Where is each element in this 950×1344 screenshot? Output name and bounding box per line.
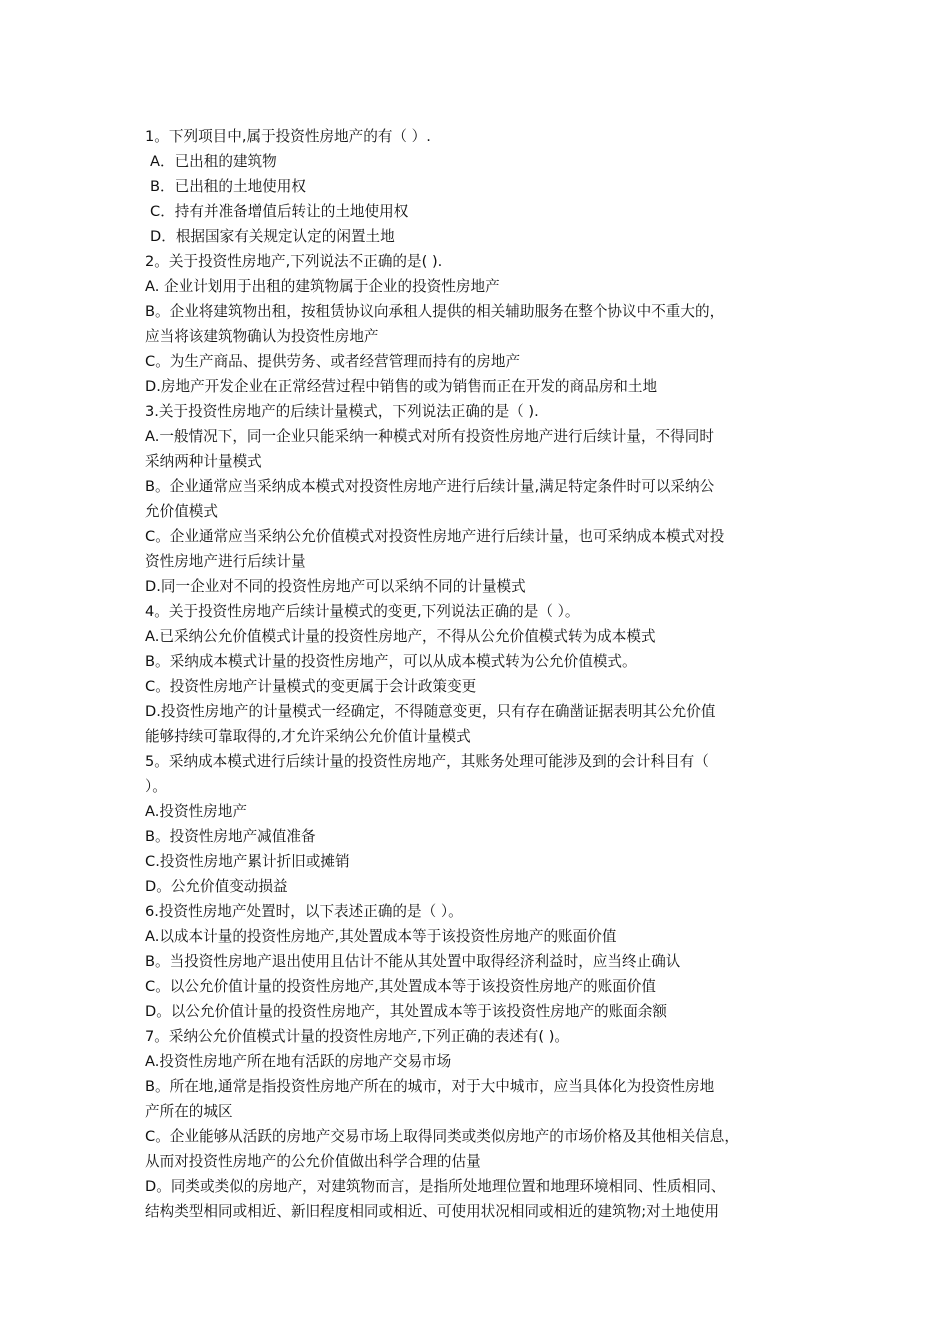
text-line: 5。采纳成本模式进行后续计量的投资性房地产，其账务处理可能涉及到的会计科目有（ <box>145 753 709 770</box>
text-line: B。企业通常应当采纳成本模式对投资性房地产进行后续计量,满足特定条件时可以采纳公 <box>145 478 715 495</box>
text-line: B。投资性房地产减值准备 <box>145 828 316 845</box>
text-line: D.同一企业对不同的投资性房地产可以采纳不同的计量模式 <box>145 578 526 595</box>
text-line: 资性房地产进行后续计量 <box>145 553 306 570</box>
text-line: C。企业通常应当采纳公允价值模式对投资性房地产进行后续计量，也可采纳成本模式对投 <box>145 528 725 545</box>
text-line: C.投资性房地产累计折旧或摊销 <box>145 853 350 870</box>
text-line: 7。采纳公允价值模式计量的投资性房地产,下列正确的表述有( )。 <box>145 1028 569 1045</box>
text-line: D.投资性房地产的计量模式一经确定，不得随意变更，只有存在确凿证据表明其公允价值 <box>145 703 716 720</box>
text-line: 4。关于投资性房地产后续计量模式的变更,下列说法正确的是（ ）。 <box>145 603 580 620</box>
text-line: A.一般情况下，同一企业只能采纳一种模式对所有投资性房地产进行后续计量，不得同时 <box>145 428 714 445</box>
text-line: C。以公允价值计量的投资性房地产,其处置成本等于该投资性房地产的账面价值 <box>145 978 657 995</box>
text-line: C。企业能够从活跃的房地产交易市场上取得同类或类似房地产的市场价格及其他相关信息， <box>145 1128 739 1145</box>
text-line: C．持有并准备增值后转让的土地使用权 <box>150 203 409 220</box>
text-line: D。同类或类似的房地产，对建筑物而言，是指所处地理位置和地理环境相同、性质相同、 <box>145 1178 726 1195</box>
text-line: D。以公允价值计量的投资性房地产，其处置成本等于该投资性房地产的账面余额 <box>145 1003 668 1020</box>
text-line: 2。关于投资性房地产,下列说法不正确的是( ). <box>145 253 443 270</box>
text-line: A.投资性房地产所在地有活跃的房地产交易市场 <box>145 1053 452 1070</box>
text-line: D。公允价值变动损益 <box>145 878 288 895</box>
text-line: ）。 <box>145 778 167 795</box>
text-line: 应当将该建筑物确认为投资性房地产 <box>145 328 379 345</box>
text-line: A．已出租的建筑物 <box>150 153 277 170</box>
text-line: B．已出租的土地使用权 <box>150 178 306 195</box>
text-line: D．根据国家有关规定认定的闲置土地 <box>150 228 395 245</box>
text-line: A.投资性房地产 <box>145 803 247 820</box>
text-line: B。企业将建筑物出租，按租赁协议向承租人提供的相关辅助服务在整个协议中不重大的， <box>145 303 725 320</box>
text-line: 产所在的城区 <box>145 1103 233 1120</box>
text-line: 允价值模式 <box>145 503 218 520</box>
text-line: C。为生产商品、提供劳务、或者经营管理而持有的房地产 <box>145 353 521 370</box>
text-line: 3.关于投资性房地产的后续计量模式，下列说法正确的是（ ). <box>145 403 539 420</box>
text-line: 1。下列项目中,属于投资性房地产的有（ ）. <box>145 128 431 145</box>
text-line: A.已采纳公允价值模式计量的投资性房地产，不得从公允价值模式转为成本模式 <box>145 628 656 645</box>
text-line: D.房地产开发企业在正常经营过程中销售的或为销售而正在开发的商品房和土地 <box>145 378 658 395</box>
text-line: A.以成本计量的投资性房地产,其处置成本等于该投资性房地产的账面价值 <box>145 928 617 945</box>
text-line: 从而对投资性房地产的公允价值做出科学合理的估量 <box>145 1153 481 1170</box>
text-line: 能够持续可靠取得的,才允许采纳公允价值计量模式 <box>145 728 471 745</box>
text-line: B。所在地,通常是指投资性房地产所在的城市，对于大中城市，应当具体化为投资性房地 <box>145 1078 715 1095</box>
document-page <box>145 124 820 1224</box>
text-line: 结构类型相同或相近、新旧程度相同或相近、可使用状况相同或相近的建筑物;对土地使用 <box>145 1203 720 1220</box>
text-line: A. 企业计划用于出租的建筑物属于企业的投资性房地产 <box>145 278 500 295</box>
text-line: B。采纳成本模式计量的投资性房地产，可以从成本模式转为公允价值模式。 <box>145 653 637 670</box>
text-line: 6.投资性房地产处置时，以下表述正确的是（ ）。 <box>145 903 463 920</box>
text-line: B。当投资性房地产退出使用且估计不能从其处置中取得经济利益时，应当终止确认 <box>145 953 681 970</box>
text-line: C。投资性房地产计量模式的变更属于会计政策变更 <box>145 678 477 695</box>
text-line: 采纳两种计量模式 <box>145 453 262 470</box>
